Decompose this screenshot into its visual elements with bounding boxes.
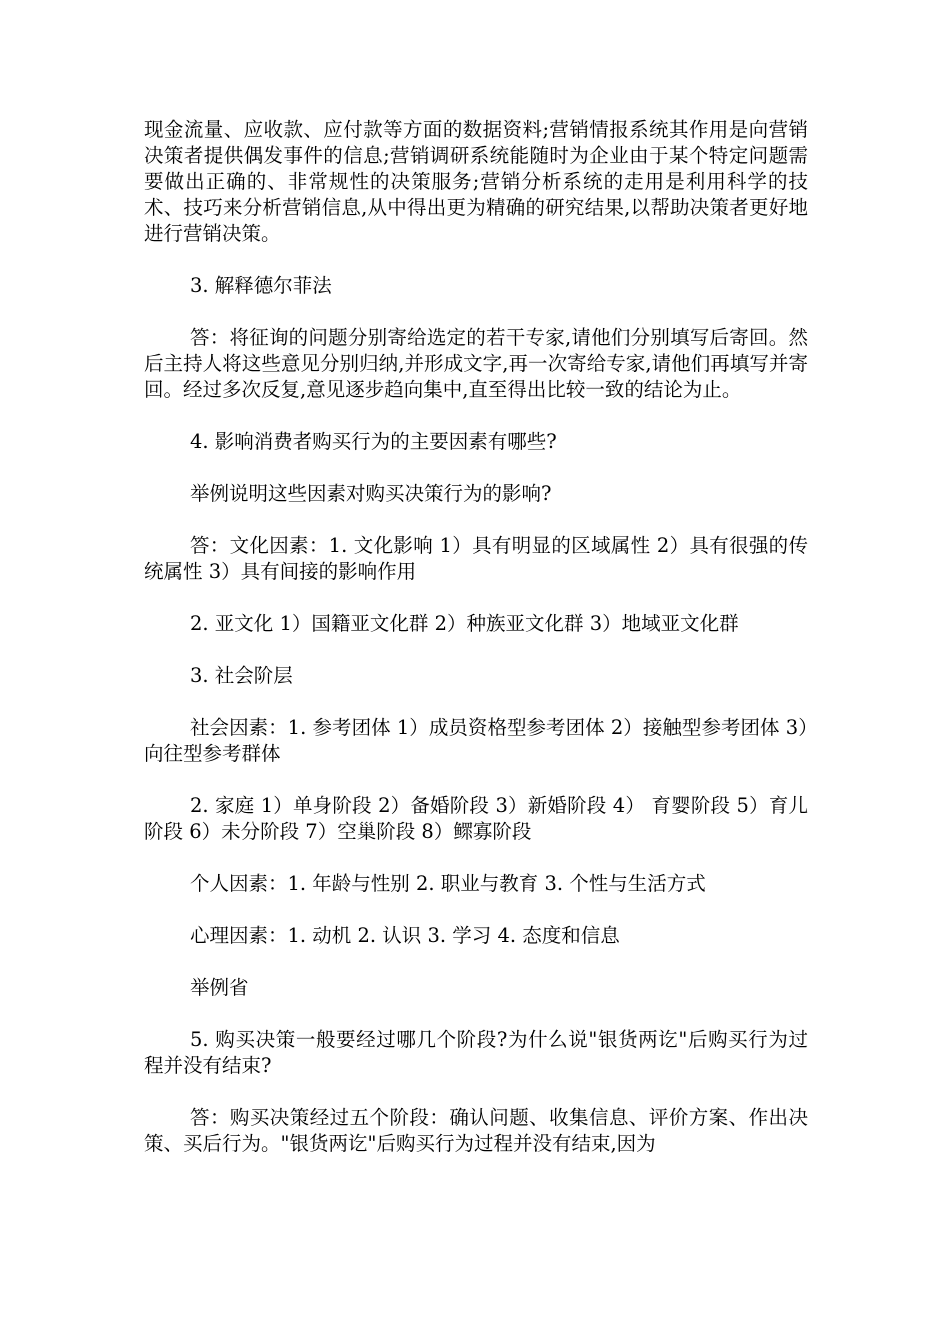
answer-4-subculture: 2. 亚文化 1）国籍亚文化群 2）种族亚文化群 3）地域亚文化群 — [190, 612, 739, 635]
answer-4-social-factors: 社会因素：1. 参考团体 1）成员资格型参考团体 2）接触型参考团体 3）向往型参考群体 — [144, 716, 808, 765]
question-4-subheading: 举例说明这些因素对购买决策行为的影响? — [190, 482, 552, 505]
question-4-heading: 4. 影响消费者购买行为的主要因素有哪些? — [190, 430, 557, 453]
question-3-heading: 3. 解释德尔菲法 — [190, 274, 332, 297]
question-5-heading: 5. 购买决策一般要经过哪几个阶段?为什么说"银货两讫"后购买行为过程并没有结束? — [144, 1028, 808, 1077]
answer-4-family: 2. 家庭 1）单身阶段 2）备婚阶段 3）新婚阶段 4） 育婴阶段 5）育儿阶段 6）未分阶段 7）空巢阶段 8）鳏寡阶段 — [144, 794, 808, 843]
answer-5-purchase-stages: 答：购买决策经过五个阶段：确认问题、收集信息、评价方案、作出决策、买后行为。"银货两讫"后购买行为过程并没有结束,因为 — [144, 1106, 808, 1155]
document-body — [144, 117, 808, 1183]
answer-4-personal-factors: 个人因素：1. 年龄与性别 2. 职业与教育 3. 个性与生活方式 — [190, 872, 706, 895]
answer-4-examples-omitted: 举例省 — [190, 976, 249, 999]
answer-3-delphi: 答：将征询的问题分别寄给选定的若干专家,请他们分别填写后寄回。然后主持人将这些意见分别归纳,并形成文字,再一次寄给专家,请他们再填写并寄回。经过多次反复,意见逐步趋向集中,直至得出比较一致的结论为止。 — [144, 326, 808, 401]
answer-4-cultural-factors: 答：文化因素：1. 文化影响 1）具有明显的区域属性 2）具有很强的传统属性 3）具有间接的影响作用 — [144, 534, 808, 583]
answer-4-social-class: 3. 社会阶层 — [190, 664, 293, 687]
answer-4-psychological-factors: 心理因素：1. 动机 2. 认识 3. 学习 4. 态度和信息 — [190, 924, 620, 947]
paragraph-marketing-info-systems: 现金流量、应收款、应付款等方面的数据资料;营销情报系统其作用是向营销决策者提供偶发事件的信息;营销调研系统能随时为企业由于某个特定问题需要做出正确的、非常规性的决策服务;营销分析系统的走用是利用科学的技术、技巧来分析营销信息,从中得出更为精确的研究结果,以帮助决策者更好地进行营销决策。 — [144, 118, 808, 245]
